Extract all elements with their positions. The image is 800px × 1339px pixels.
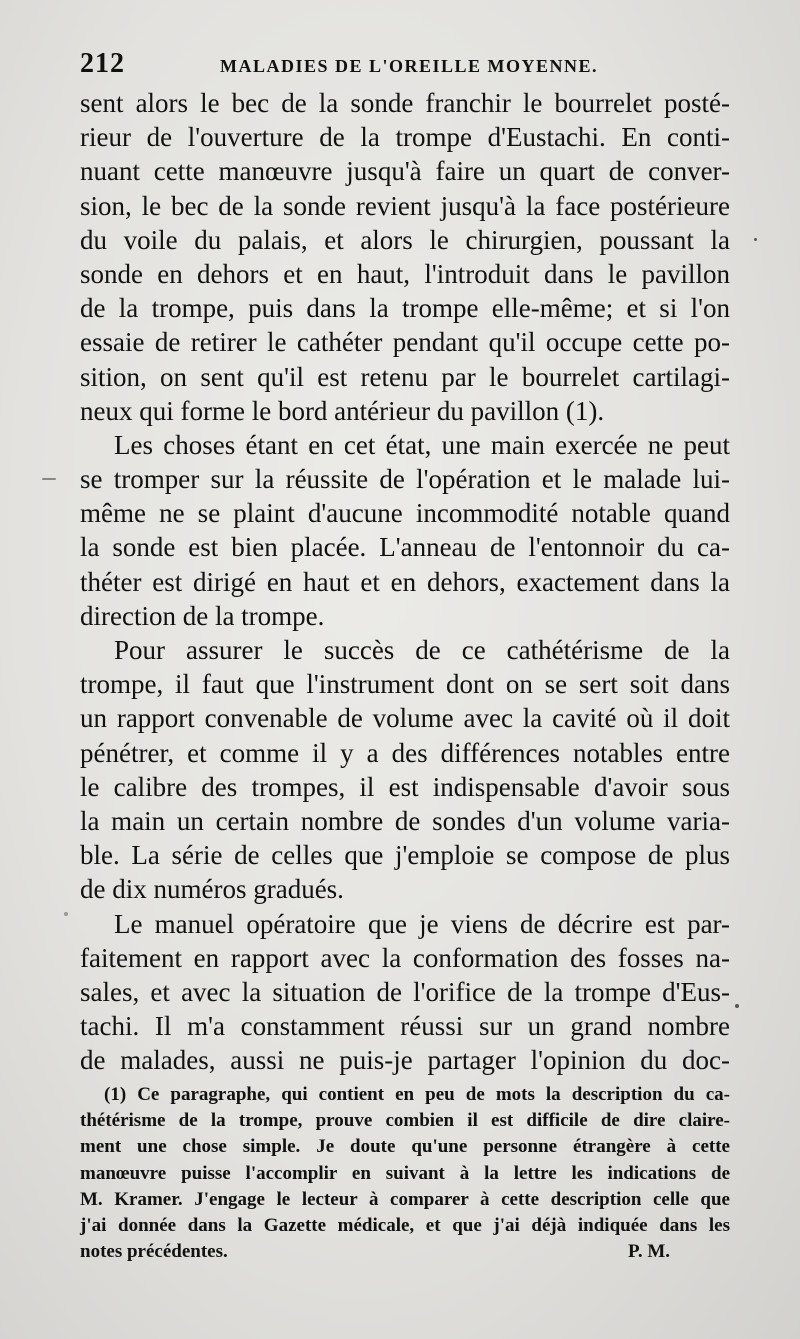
body-line: sales, et avec la situation de l'orifice de la trompe d'Eus- [80,976,730,1007]
body-text [80,86,730,1077]
footnote-last-line [80,1239,730,1265]
body-line: se tromper sur la réussite de l'opération et le malade lui- [80,464,730,495]
body-line: trompe, il faut que l'instrument dont on se sert soit dans [80,669,730,700]
footnote [80,1082,730,1265]
paragraph-start: Les choses étant en cet état, une main exercée ne peut [114,429,730,460]
body-line: le calibre des trompes, il est indispensable d'avoir sous [80,771,730,802]
footnote-line: manœuvre puisse l'accomplir en suivant à la lettre les indications de [80,1162,730,1184]
body-line: sition, on sent qu'il est retenu par le bourrelet cartilagi- [80,361,730,392]
body-line: sion, le bec de la sonde revient jusqu'à la face postérieure [80,190,730,221]
ink-speck [735,1004,739,1008]
body-line: de malades, aussi ne puis-je partager l'opinion du doc- [80,1045,730,1076]
body-line: du voile du palais, et alors le chirurgien, poussant la [80,224,730,255]
page-number: 212 [80,48,125,79]
body-line: neux qui forme le bord antérieur du pavillon (1). [80,395,605,426]
body-line: nuant cette manœuvre jusqu'à faire un quart de conver- [80,156,730,187]
ink-speck [64,912,68,916]
body-line: ble. La série de celles que j'emploie se compose de plus [80,840,730,871]
paragraph-start: Le manuel opératoire que je viens de décrire est par- [114,908,730,939]
running-head: MALADIES DE L'OREILLE MOYENNE. [220,56,599,76]
body-line: un rapport convenable de volume avec la cavité où il doit [80,703,730,734]
body-line: la sonde est bien placée. L'anneau de l'entonnoir du ca- [80,532,730,563]
footnote-line: notes précédentes. [80,1241,228,1263]
ink-speck [42,478,56,480]
paragraph-start: Pour assurer le succès de ce cathétérisme de la [114,635,730,665]
body-line: sent alors le bec de la sonde franchir le bourrelet posté- [80,88,730,118]
body-line: faitement en rapport avec la conformation des fosses na- [80,942,730,973]
body-line: de la trompe, puis dans la trompe elle-même; et si l'on [80,293,730,324]
footnote-line: j'ai donnée dans la Gazette médicale, et que j'ai déjà indiquée dans les [80,1214,730,1236]
page-header [80,48,730,82]
body-line: direction de la trompe. [80,600,325,631]
body-line: même ne se plaint d'aucune incommodité notable quand [80,498,730,529]
footnote-line: (1) Ce paragraphe, qui contient en peu de mots la description du ca- [104,1084,730,1105]
footnote-line: M. Kramer. J'engage le lecteur à comparer à cette description celle que [80,1188,730,1210]
body-line: sonde en dehors et en haut, l'introduit dans le pavillon [80,258,730,289]
body-line: de dix numéros gradués. [80,874,344,905]
body-line: théter est dirigé en haut et en dehors, exactement dans la [80,566,730,597]
ink-speck [754,238,757,241]
body-line: tachi. Il m'a constamment réussi sur un grand nombre [80,1011,730,1042]
footnote-line: ment une chose simple. Je doute qu'une personne étrangère à cette [80,1136,730,1158]
footnote-line: thétérisme de la trompe, prouve combien il est difficile de dire claire- [80,1110,730,1132]
body-line: la main un certain nombre de sondes d'un volume varia- [80,805,730,836]
body-line: rieur de l'ouverture de la trompe d'Eustachi. En conti- [80,122,730,153]
body-line: essaie de retirer le cathéter pendant qu'il occupe cette po- [80,327,730,358]
body-line: pénétrer, et comme il y a des différences notables entre [80,737,730,768]
footnote-signature: P. M. [627,1241,670,1263]
